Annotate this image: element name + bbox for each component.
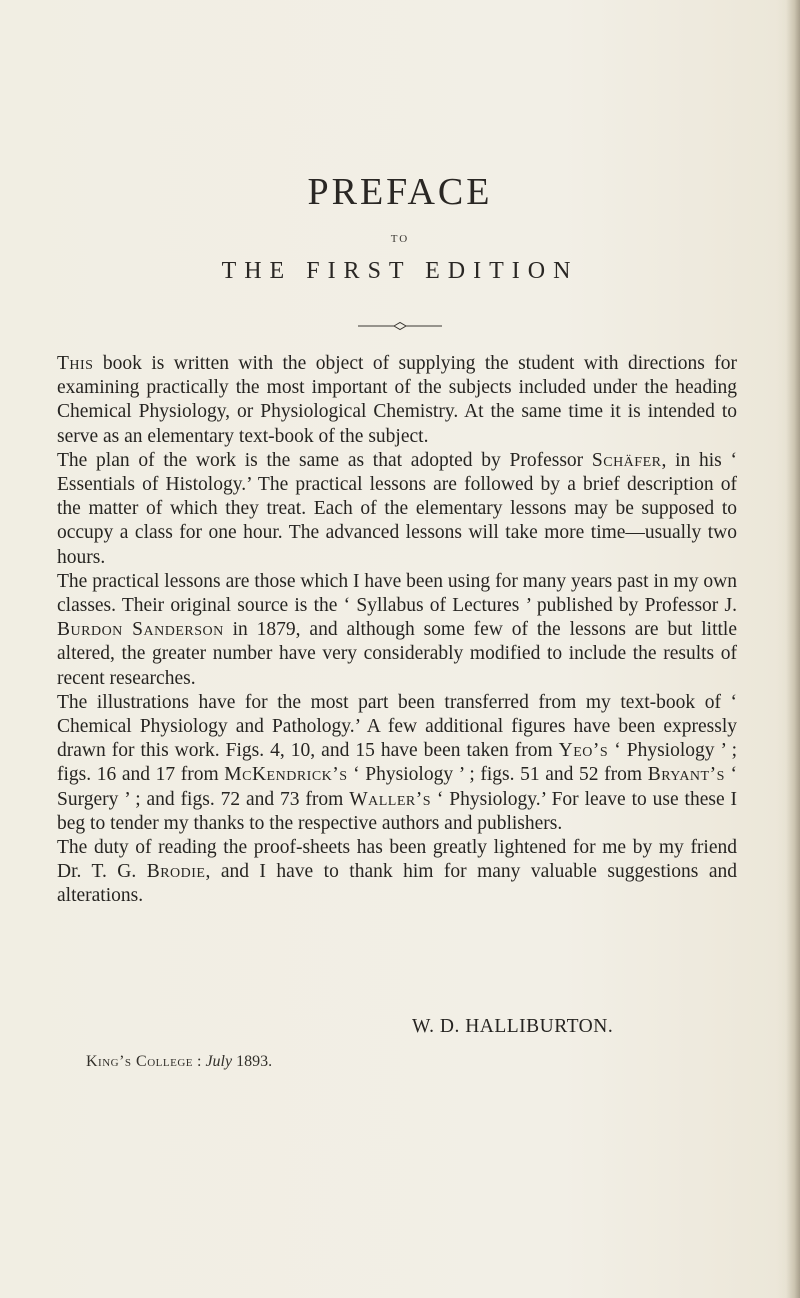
small-caps-name: This: [57, 353, 94, 374]
footer-place: King’s College: [86, 1053, 193, 1070]
paragraph-text: The plan of the work is the same as that adopted by Professor: [57, 449, 592, 471]
place-date-line: [86, 1053, 272, 1071]
paragraph-text: ‘ Physiology ’ ; figs. 51 and 52 from: [347, 764, 648, 786]
small-caps-name: Bryant’s: [647, 764, 725, 786]
paragraph-text: , and I have to thank him for many valuable suggestions and alterations.: [57, 861, 737, 907]
page-title: PREFACE: [307, 171, 493, 213]
paragraph-text: The practical lessons are those which I have been using for many years past in my own classes. Their original source is the ‘ Syllabus of Lectures ’ published by Professor J.: [57, 570, 737, 617]
paragraph-text: The illustrations have for the most part been transferred from my text-book of ‘ Chemical Physiology and Pathology.’ A few additional figures have been expressly drawn for this work. Figs. 4, 10, and 15 have been taken from: [57, 691, 737, 762]
small-caps-name: Burdon Sanderson: [57, 619, 224, 641]
author-signature: W. D. HALLIBURTON.: [412, 1016, 614, 1037]
small-caps-name: Schäfer: [591, 449, 662, 471]
preface-paragraph: [57, 570, 737, 691]
small-caps-name: McKendrick’s: [224, 764, 348, 786]
preface-paragraph: [57, 836, 737, 909]
footer-month: July: [205, 1053, 233, 1070]
title-connector: TO: [390, 233, 410, 245]
small-caps-name: Yeo’s: [558, 740, 609, 762]
paragraph-text: , in his ‘ Essentials of Histology.’ The practical lessons are followed by a brief description of the matter of which they treat. Each of the elementary lessons may be supposed to occupy a class for one hour. The advanced lessons will take more time—usually two hours.: [57, 449, 737, 568]
small-caps-name: Brodie: [146, 861, 206, 883]
small-caps-name: Waller’s: [349, 788, 431, 810]
paragraph-text: ‘ Physiology.’ For leave to use these I beg to tender my thanks to the respective authors and publishers.: [57, 788, 737, 834]
preface-paragraph: [57, 691, 737, 836]
preface-body: [57, 352, 737, 909]
divider-ornament: [350, 320, 450, 332]
paragraph-text: in 1879, and although some few of the lessons are but little altered, the greater number have very considerably modified to include the results of recent researches.: [57, 619, 738, 689]
preface-paragraph: [57, 449, 737, 570]
edition-subtitle: THE FIRST EDITION: [221, 258, 579, 284]
paragraph-text: book is written with the object of supplying the student with directions for examining practically the most important of the subjects included under the heading Chemical Physiology, or Physiological Chemistry. At the same time it is intended to serve as an elementary text-book of the subject.: [57, 353, 737, 447]
footer-separator: :: [193, 1053, 206, 1070]
paragraph-text: The duty of reading the proof-sheets has been greatly lightened for me by my friend Dr. T. G.: [57, 837, 737, 883]
paragraph-text: ‘ Physiology ’ ; figs. 16 and 17 from: [57, 740, 737, 786]
paragraph-text: ‘ Surgery ’ ; and figs. 72 and 73 from: [57, 764, 737, 810]
preface-paragraph: [57, 352, 737, 449]
footer-year: 1893.: [232, 1053, 273, 1070]
